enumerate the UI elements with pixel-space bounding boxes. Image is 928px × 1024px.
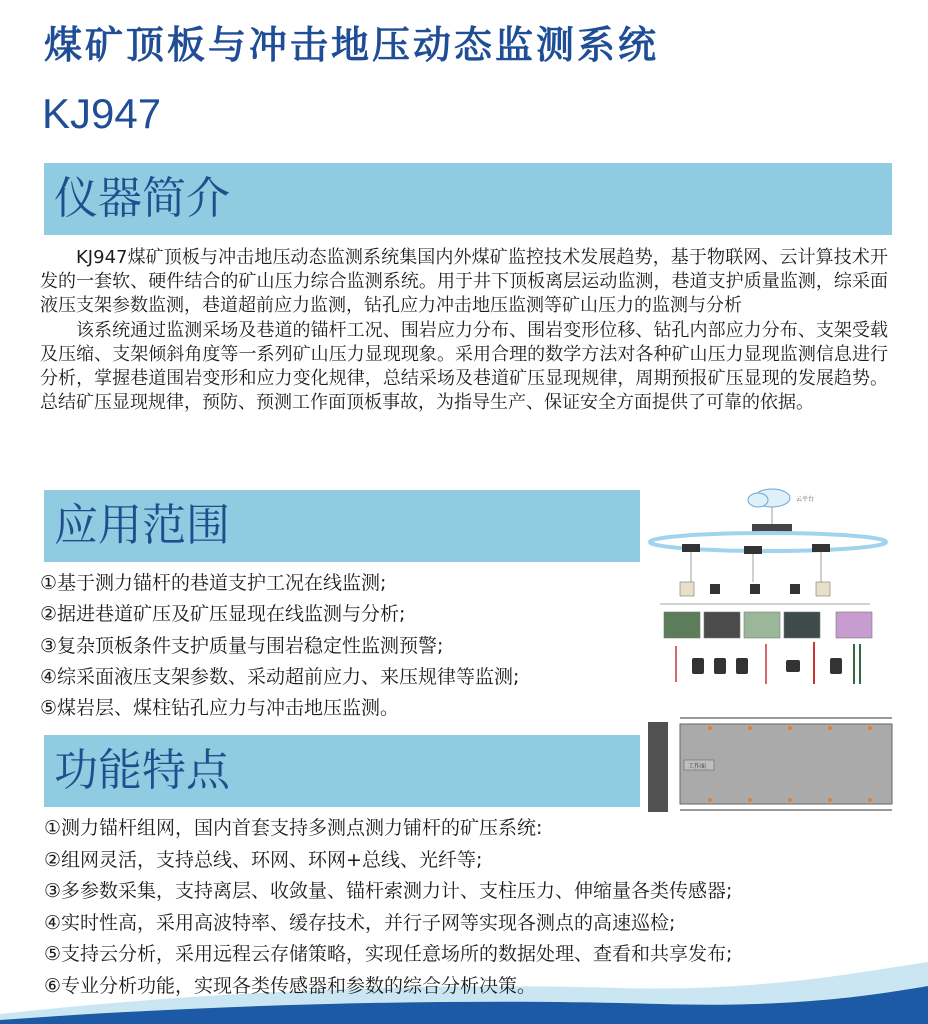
intro-paragraph-1: KJ947煤矿顶板与冲击地压动态监测系统集国内外煤矿监控技术发展趋势，基于物联网、云计算技术开发的一套软、硬件结合的矿山压力综合监测系统。用于井下顶板离层运动监测，巷道支护质量监测，综采面液压支架参数监测，巷道超前应力监测，钻孔应力冲击地压监测等矿山压力的监测与分析 (40, 247, 888, 317)
sensor-photo (836, 612, 872, 638)
cloud-label: 云平台 (796, 496, 815, 503)
list-item: ④实时性高，采用高波特率、缓存技术，并行子网等实现各测点的高速巡检; (44, 911, 676, 934)
section-header-scope (44, 490, 640, 562)
section-title-intro: 仪器简介 (54, 173, 230, 224)
junction-box-icon (680, 582, 694, 596)
list-item: ③复杂顶板条件支护质量与围岩稳定性监测预警; (40, 634, 444, 657)
list-item: ⑥专业分析功能，实现各类传感器和参数的综合分析决策。 (44, 974, 537, 997)
sensor-photo (744, 612, 780, 638)
switch-icon (682, 544, 700, 552)
section-header-intro (44, 163, 892, 235)
list-item: ①基于测力锚杆的巷道支护工况在线监测; (40, 572, 387, 594)
model-number: KJ947 (42, 90, 162, 137)
sensor-photo (784, 612, 820, 638)
system-diagram (640, 484, 898, 832)
intro-body (40, 246, 888, 415)
list-item: ②据进巷道矿压及矿压显现在线监测与分析; (40, 603, 406, 626)
cloud-icon (748, 489, 790, 507)
junction-box-icon (816, 582, 830, 596)
switch-icon (744, 546, 762, 554)
page-title: 煤矿顶板与冲击地压动态监测系统 (44, 23, 660, 67)
list-item: ⑤煤岩层、煤柱钻孔应力与冲击地压监测。 (40, 697, 400, 720)
node-icon (710, 584, 720, 594)
node-icon (790, 584, 800, 594)
switch-icon (812, 544, 830, 552)
workface-plan (648, 718, 892, 812)
sensor-photo (664, 612, 700, 638)
workface-label: 工作面 (688, 763, 707, 770)
section-title-features: 功能特点 (54, 745, 230, 796)
feature-list (44, 813, 904, 1002)
list-item: ⑤支持云分析，采用远程云存储策略，实现任意场所的数据处理、查看和共享发布; (44, 943, 733, 965)
list-item: ③多参数采集，支持离层、收敛量、锚杆索测力计、支柱压力、伸缩量各类传感器; (44, 880, 733, 902)
node-icon (750, 584, 760, 594)
sensor-devices (676, 642, 860, 684)
intro-paragraph-2: 该系统通过监测采场及巷道的锚杆工况、围岩应力分布、围岩变形位移、钻孔内部应力分布、支架受载及压缩、支架倾斜角度等一系列矿山压力显现现象。采用合理的数学方法对各种矿山压力显现监测信息进行分析，掌握巷道围岩变形和应力变化规律，总结采场及巷道矿压显现规律，周期预报矿压显现的发展趋势。总结矿压显现规律，预防、预测工作面顶板事故，为指导生产、保证安全方面提供了可靠的依据。 (40, 319, 888, 414)
list-item: ②组网灵活，支持总线、环网、环网+总线、光纤等; (44, 848, 483, 871)
section-header-features (44, 735, 640, 807)
section-title-scope: 应用范围 (54, 500, 230, 551)
list-item: ④综采面液压支架参数、采动超前应力、来压规律等监测; (40, 665, 520, 688)
sensor-photo (704, 612, 740, 638)
scope-list (40, 568, 640, 724)
list-item: ①测力锚杆组网，国内首套支持多测点测力铺杆的矿压系统: (44, 817, 543, 839)
